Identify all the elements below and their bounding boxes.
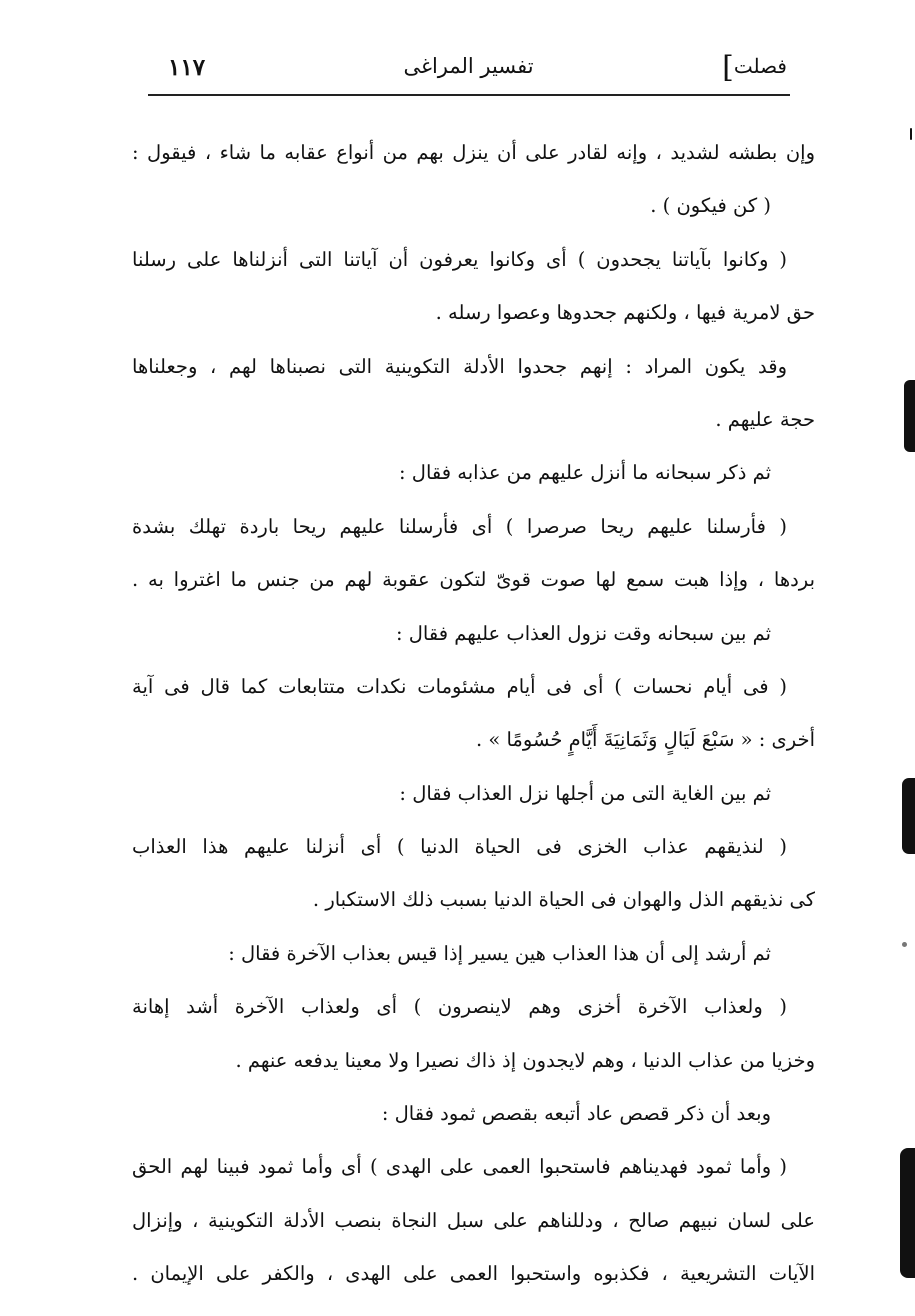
text-line-19: وبعد أن ذكر قصص عاد أتبعه بقصص ثمود فقال : bbox=[381, 1102, 771, 1126]
text-line-13: ثم بين الغاية التى من أجلها نزل العذاب فقال : bbox=[399, 781, 771, 805]
text-line-14: ( لنذيقهم عذاب الخزى فى الحياة الدنيا ) أى أنزلنا عليهم هذا العذاب bbox=[132, 835, 787, 859]
scan-mark-3 bbox=[900, 1148, 915, 1278]
text-line-7: ثم ذكر سبحانه ما أنزل عليهم من عذابه فقال : bbox=[399, 461, 771, 485]
scan-mark-dot bbox=[902, 942, 907, 947]
text-line-16: ثم أرشد إلى أن هذا العذاب هين يسير إذا قيس بعذاب الآخرة فقال : bbox=[228, 941, 771, 965]
text-line-2: ( كن فيكون ) . bbox=[650, 194, 771, 218]
page-body bbox=[132, 126, 815, 1301]
surah-name bbox=[716, 50, 787, 85]
text-line-12: أخرى : « سَبْعَ لَيَالٍ وَثَمَانِيَةَ أَيَّامٍ حُسُومًا » . bbox=[475, 728, 815, 752]
text-line-6: حجة عليهم . bbox=[715, 407, 815, 431]
scan-mark-2 bbox=[902, 778, 915, 854]
scan-mark-1 bbox=[904, 380, 915, 452]
text-line-11: ( فى أيام نحسات ) أى فى أيام مشئومات نكدات متتابعات كما قال فى آية bbox=[132, 674, 787, 698]
text-line-4: حق لامرية فيها ، ولكنهم جحدوها وعصوا رسله . bbox=[435, 301, 815, 325]
text-line-22: الآيات التشريعية ، فكذبوه واستحبوا العمى على الهدى ، والكفر على الإيمان . bbox=[132, 1262, 815, 1286]
text-line-1: وإن بطشه لشديد ، وإنه لقادر على أن ينزل بهم من أنواع عقابه ما شاء ، فيقول : bbox=[132, 141, 815, 164]
text-line-20: ( وأما ثمود فهديناهم فاستحبوا العمى على الهدى ) أى وأما ثمود فبينا لهم الحق bbox=[132, 1155, 787, 1179]
text-line-10: ثم بين سبحانه وقت نزول العذاب عليهم فقال : bbox=[395, 621, 771, 645]
text-line-8: ( فأرسلنا عليهم ريحا صرصرا ) أى فأرسلنا عليهم ريحا باردة تهلك بشدة bbox=[132, 514, 787, 538]
header-divider bbox=[148, 94, 790, 96]
text-line-15: كى نذيقهم الذل والهوان فى الحياة الدنيا بسبب ذلك الاستكبار . bbox=[312, 888, 815, 912]
surah-bracket: ] bbox=[722, 50, 734, 85]
text-line-17: ( ولعذاب الآخرة أخزى وهم لاينصرون ) أى ولعذاب الآخرة أشد إهانة bbox=[132, 995, 787, 1019]
text-line-9: بردها ، وإذا هبت سمع لها صوت قوىّ لتكون عقوبة لهم من جنس ما اغتروا به . bbox=[132, 568, 815, 592]
page-number: ١١٧ bbox=[168, 54, 206, 81]
text-line-5: وقد يكون المراد : إنهم جحدوا الأدلة التكوينية التى نصبناها لهم ، وجعلناها bbox=[132, 354, 787, 378]
text-line-21: على لسان نبيهم صالح ، ودللناهم على سبل النجاة بنصب الأدلة التكوينية ، وإنزال bbox=[132, 1208, 815, 1232]
book-title: تفسير المراغى bbox=[403, 54, 534, 78]
text-line-3: ( وكانوا بآياتنا يجحدون ) أى وكانوا يعرفون أن آياتنا التى أنزلناها على رسلنا bbox=[132, 247, 787, 271]
page-header bbox=[150, 46, 787, 90]
surah-name-label: فصلت bbox=[733, 54, 787, 78]
scan-mark-top bbox=[910, 128, 912, 140]
text-line-18: وخزيا من عذاب الدنيا ، وهم لايجدون إذ ذاك نصيرا ولا معينا يدفعه عنهم . bbox=[235, 1048, 815, 1072]
